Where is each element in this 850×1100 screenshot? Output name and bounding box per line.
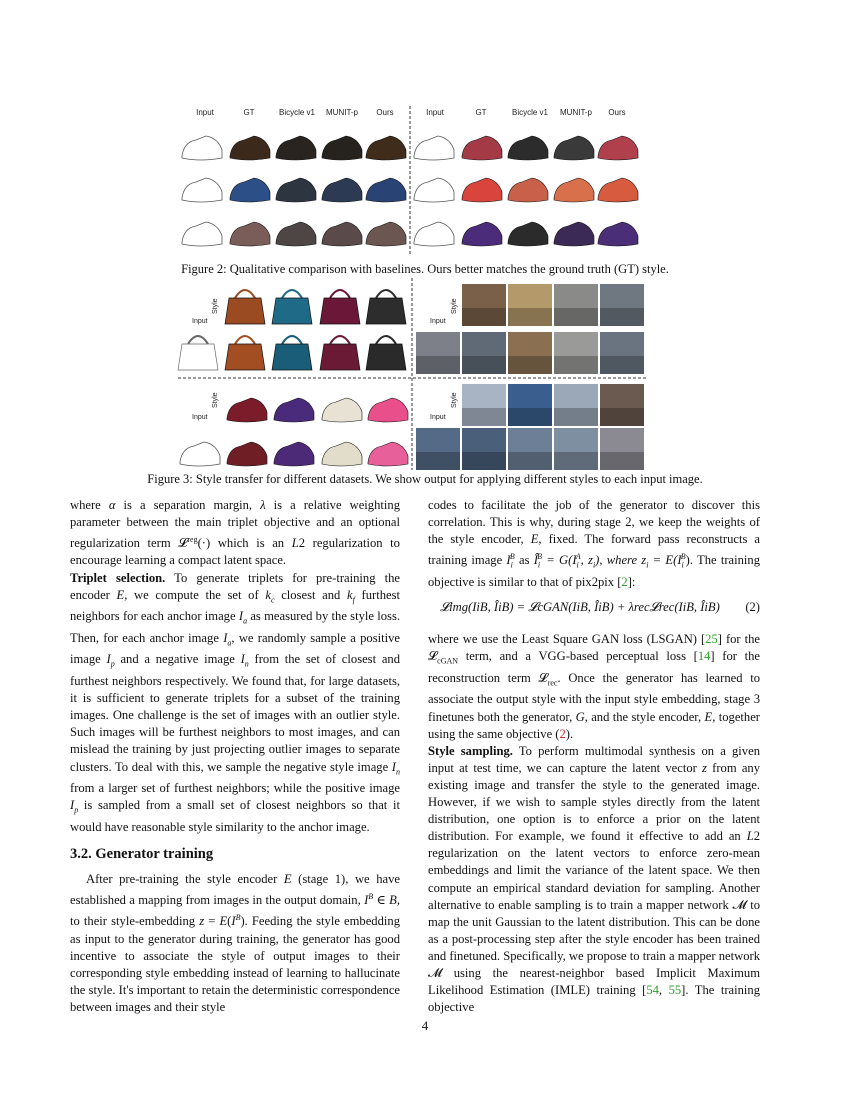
fig3-scene2-output-thumb <box>508 428 552 470</box>
fig3-shoe-style-thumb <box>227 398 267 422</box>
fig3-input-label-2: Input <box>430 318 446 325</box>
paragraph-triplet-selection: Triplet selection. To generate triplets for pre-training the encoder E, we compute the set of $k_c$ closest and $k_f$ furthest neighbors for each anchor image $I_a$ as measured by the style loss. Then, for each anchor image $I_a$, we randomly sample a positive image $I_p$ and a negative image $I_n$ from the set of closest and furthest neighbors respectively. We found that, for large datasets, it is sufficient to generate triplets for a subset of the training images. One challenge is the set of images with an outlier style. Such images will be furthest neighbors to most images, and can mislead the training by just projecting outlier images to separate clusters. To deal with this, we sample the negative style image $I_n$ from a larger set of furthest neighbors; while the positive image $I_p$ is sampled from a small set of closest neighbors so that it would have reasonable style similarity to the anchor image. <box>70 570 401 834</box>
fig2-left-shoe-thumb <box>322 178 362 202</box>
fig3-shoe-input-sketch <box>180 442 220 466</box>
fig2-right-shoe-thumb <box>462 136 502 160</box>
figure-2-caption: Figure 2: Qualitative comparison with baselines. Ours better matches the ground truth (GT) style. <box>181 262 669 276</box>
fig3-style-label-2: Style <box>451 298 458 314</box>
fig3-scene-output-thumb <box>508 332 552 374</box>
fig3-scene-output-thumb <box>462 332 506 374</box>
paragraph-margin: where α is a separation margin, λ is a relative weighting parameter between the main triplet objective and an optional regularization term 𝓛$^{reg}$(·) which is an L2 regularization to encourage learning a compact latent space. <box>70 498 400 568</box>
fig3-scene-style-thumb <box>554 284 598 326</box>
fig3-bag-style-thumb <box>366 290 406 324</box>
fig2-right-shoe-thumb <box>598 222 638 246</box>
fig2-left-shoe-thumb <box>322 222 362 246</box>
fig3-bag-style-thumb <box>225 290 265 324</box>
fig2-header-bicycle-left: Bicycle v1 <box>278 108 315 117</box>
paragraph-losses: where we use the Least Square GAN loss (LSGAN) [25] for the 𝓛$_{cGAN}$ term, and a VGG-based perceptual loss [14] for the reconstruction term 𝓛$_{rec}$. Once the generator has learned to associate the output style with the input style embedding, stage 3 finetunes both the generator, G, and the style encoder, E, together using the same objective (2). <box>428 632 761 741</box>
equation-number: (2) <box>745 600 760 615</box>
fig3-scene-input-thumb <box>416 332 460 374</box>
citation-link[interactable]: 54 <box>646 983 659 998</box>
fig3-scene2-style-thumb <box>508 384 552 426</box>
equation-body: 𝓛img(IiB, ÎiB) = 𝓛cGAN(IiB, ÎiB) + λrec𝓛rec(IiB, ÎiB) <box>440 600 720 615</box>
fig2-left-shoe-thumb <box>276 178 316 202</box>
citation-link[interactable]: 14 <box>697 649 711 664</box>
paragraph-generator-training: After pre-training the style encoder E (stage 1), we have established a mapping from images in the output domain, $I^B$ ∈ B, to their style-embedding $z = E(I^B)$. Feeding the style embedding as input to the generator during training, the generator has good incentive to associate the style of output images to their corresponding style embedding instead of learning to hallucinate the style. It's important to retain the deterministic correspondence between images and their style <box>70 872 401 1015</box>
fig3-shoe-output-thumb <box>322 442 362 466</box>
fig3-input-label-4: Input <box>430 414 446 421</box>
fig3-shoe-output-thumb <box>274 442 314 466</box>
citation-link[interactable]: 55 <box>668 983 682 998</box>
fig2-left-shoe-thumb <box>276 222 316 246</box>
fig3-input-label-1: Input <box>192 318 208 325</box>
fig2-header-munit-right: MUNIT-p <box>560 108 592 117</box>
citation-link[interactable]: 25 <box>705 632 718 647</box>
fig2-header-gt-left: GT <box>243 108 255 117</box>
left-column <box>70 497 400 1016</box>
fig3-scene2-style-thumb <box>554 384 598 426</box>
citation-link[interactable]: 2 <box>621 575 628 590</box>
fig3-style-label-1: Style <box>212 298 219 314</box>
fig3-shoe-output-thumb <box>227 442 267 466</box>
equation-ref-link[interactable]: 2 <box>559 726 566 741</box>
fig3-scene-style-thumb <box>462 284 506 326</box>
fig3-scene2-output-thumb <box>600 428 644 470</box>
fig2-right-shoe-thumb <box>462 222 502 246</box>
fig2-header-gt-right: GT <box>475 108 487 117</box>
fig2-right-shoe-thumb <box>508 178 548 202</box>
fig2-right-shoe-thumb <box>554 136 594 160</box>
fig3-scene-style-thumb <box>600 284 644 326</box>
fig3-scene2-input-thumb <box>416 428 460 470</box>
fig3-bag-output-thumb <box>225 336 265 370</box>
fig2-left-shoe-thumb <box>230 136 270 160</box>
fig2-left-input-sketch <box>182 136 222 160</box>
fig2-header-input-right: Input <box>426 108 444 117</box>
style-sampling-heading: Style sampling. <box>428 743 513 758</box>
paragraph-stage2: codes to facilitate the job of the generator to discover this correlation. This is why, during stage 2, we keep the weights of the style encoder, E, fixed. The forward pass reconstructs a training image $I_i^B$ as $Î_i^B = G(I_i^A$, $z_i$), where $z_i = E(I_i^B)$. The training objective is similar to that of pix2pix [2]: <box>428 498 760 590</box>
fig3-shoe-style-thumb <box>368 398 408 422</box>
right-column <box>428 497 760 1016</box>
fig2-right-shoe-thumb <box>598 178 638 202</box>
fig2-right-input-sketch <box>414 178 454 202</box>
fig2-right-shoe-thumb <box>554 222 594 246</box>
fig2-left-shoe-thumb <box>230 178 270 202</box>
fig2-right-shoe-thumb <box>462 178 502 202</box>
equation-2 <box>428 599 760 621</box>
fig3-bag-output-thumb <box>272 336 312 370</box>
fig2-header-bicycle-right: Bicycle v1 <box>511 108 548 117</box>
fig2-header-ours-left: Ours <box>376 108 394 117</box>
fig3-bag-input-sketch <box>178 336 218 370</box>
fig3-scene-style-thumb <box>508 284 552 326</box>
fig3-bag-style-thumb <box>320 290 360 324</box>
fig3-scene2-style-thumb <box>600 384 644 426</box>
fig2-left-shoe-thumb <box>366 136 406 160</box>
fig3-bag-style-thumb <box>272 290 312 324</box>
fig3-style-label-3: Style <box>212 392 219 408</box>
fig2-left-shoe-thumb <box>276 136 316 160</box>
fig2-left-shoe-thumb <box>366 222 406 246</box>
fig2-left-input-sketch <box>182 222 222 246</box>
fig3-bag-output-thumb <box>320 336 360 370</box>
fig3-shoe-style-thumb <box>274 398 314 422</box>
fig2-left-shoe-thumb <box>322 136 362 160</box>
fig3-input-label-3: Input <box>192 414 208 421</box>
fig3-shoe-style-thumb <box>322 398 362 422</box>
fig3-style-label-4: Style <box>451 392 458 408</box>
fig2-header-input-left: Input <box>196 108 214 117</box>
fig2-left-shoe-thumb <box>230 222 270 246</box>
section-heading-generator-training: 3.2. Generator training <box>70 845 214 862</box>
triplet-selection-heading: Triplet selection. <box>70 570 166 585</box>
fig2-right-input-sketch <box>414 136 454 160</box>
fig2-left-shoe-thumb <box>366 178 406 202</box>
fig2-right-shoe-thumb <box>508 222 548 246</box>
fig2-header-munit-left: MUNIT-p <box>326 108 358 117</box>
fig3-bag-output-thumb <box>366 336 406 370</box>
fig2-right-shoe-thumb <box>554 178 594 202</box>
paragraph-style-sampling: Style sampling. To perform multimodal synthesis on a given input at test time, we can capture the latent vector z from any existing image and transfer the style to the generated image. However, if we wish to sample styles directly from the latent distribution, one option is to enforce a prior on the latent distribution. For example, we found it effective to add an L2 regularization on the latent vectors to enforce zero-mean embeddings and limit the variance of the latent space. We then compute an empirical standard deviation for sampling. Another alternative to enable sampling is to train a mapper network 𝓜 to map the unit Gaussian to the latent distribution. This can be done as a post-processing step after the style encoder has been trained and finetuned. Specifically, we propose to train a mapper network 𝓜 using the nearest-neighbor based Implicit Maximum Likelihood Estimation (IMLE) training [54, 55]. The training objective <box>428 743 760 1015</box>
fig3-scene2-output-thumb <box>554 428 598 470</box>
fig2-right-shoe-thumb <box>598 136 638 160</box>
fig3-shoe-output-thumb <box>368 442 408 466</box>
figure-3-caption: Figure 3: Style transfer for different datasets. We show output for applying different styles to each input image. <box>147 472 703 486</box>
page-number: 4 <box>421 1018 429 1033</box>
fig2-left-input-sketch <box>182 178 222 202</box>
fig2-right-input-sketch <box>414 222 454 246</box>
fig3-scene2-style-thumb <box>462 384 506 426</box>
fig2-right-shoe-thumb <box>508 136 548 160</box>
fig3-scene-output-thumb <box>600 332 644 374</box>
fig3-scene-output-thumb <box>554 332 598 374</box>
fig2-header-ours-right: Ours <box>608 108 626 117</box>
fig3-scene2-output-thumb <box>462 428 506 470</box>
